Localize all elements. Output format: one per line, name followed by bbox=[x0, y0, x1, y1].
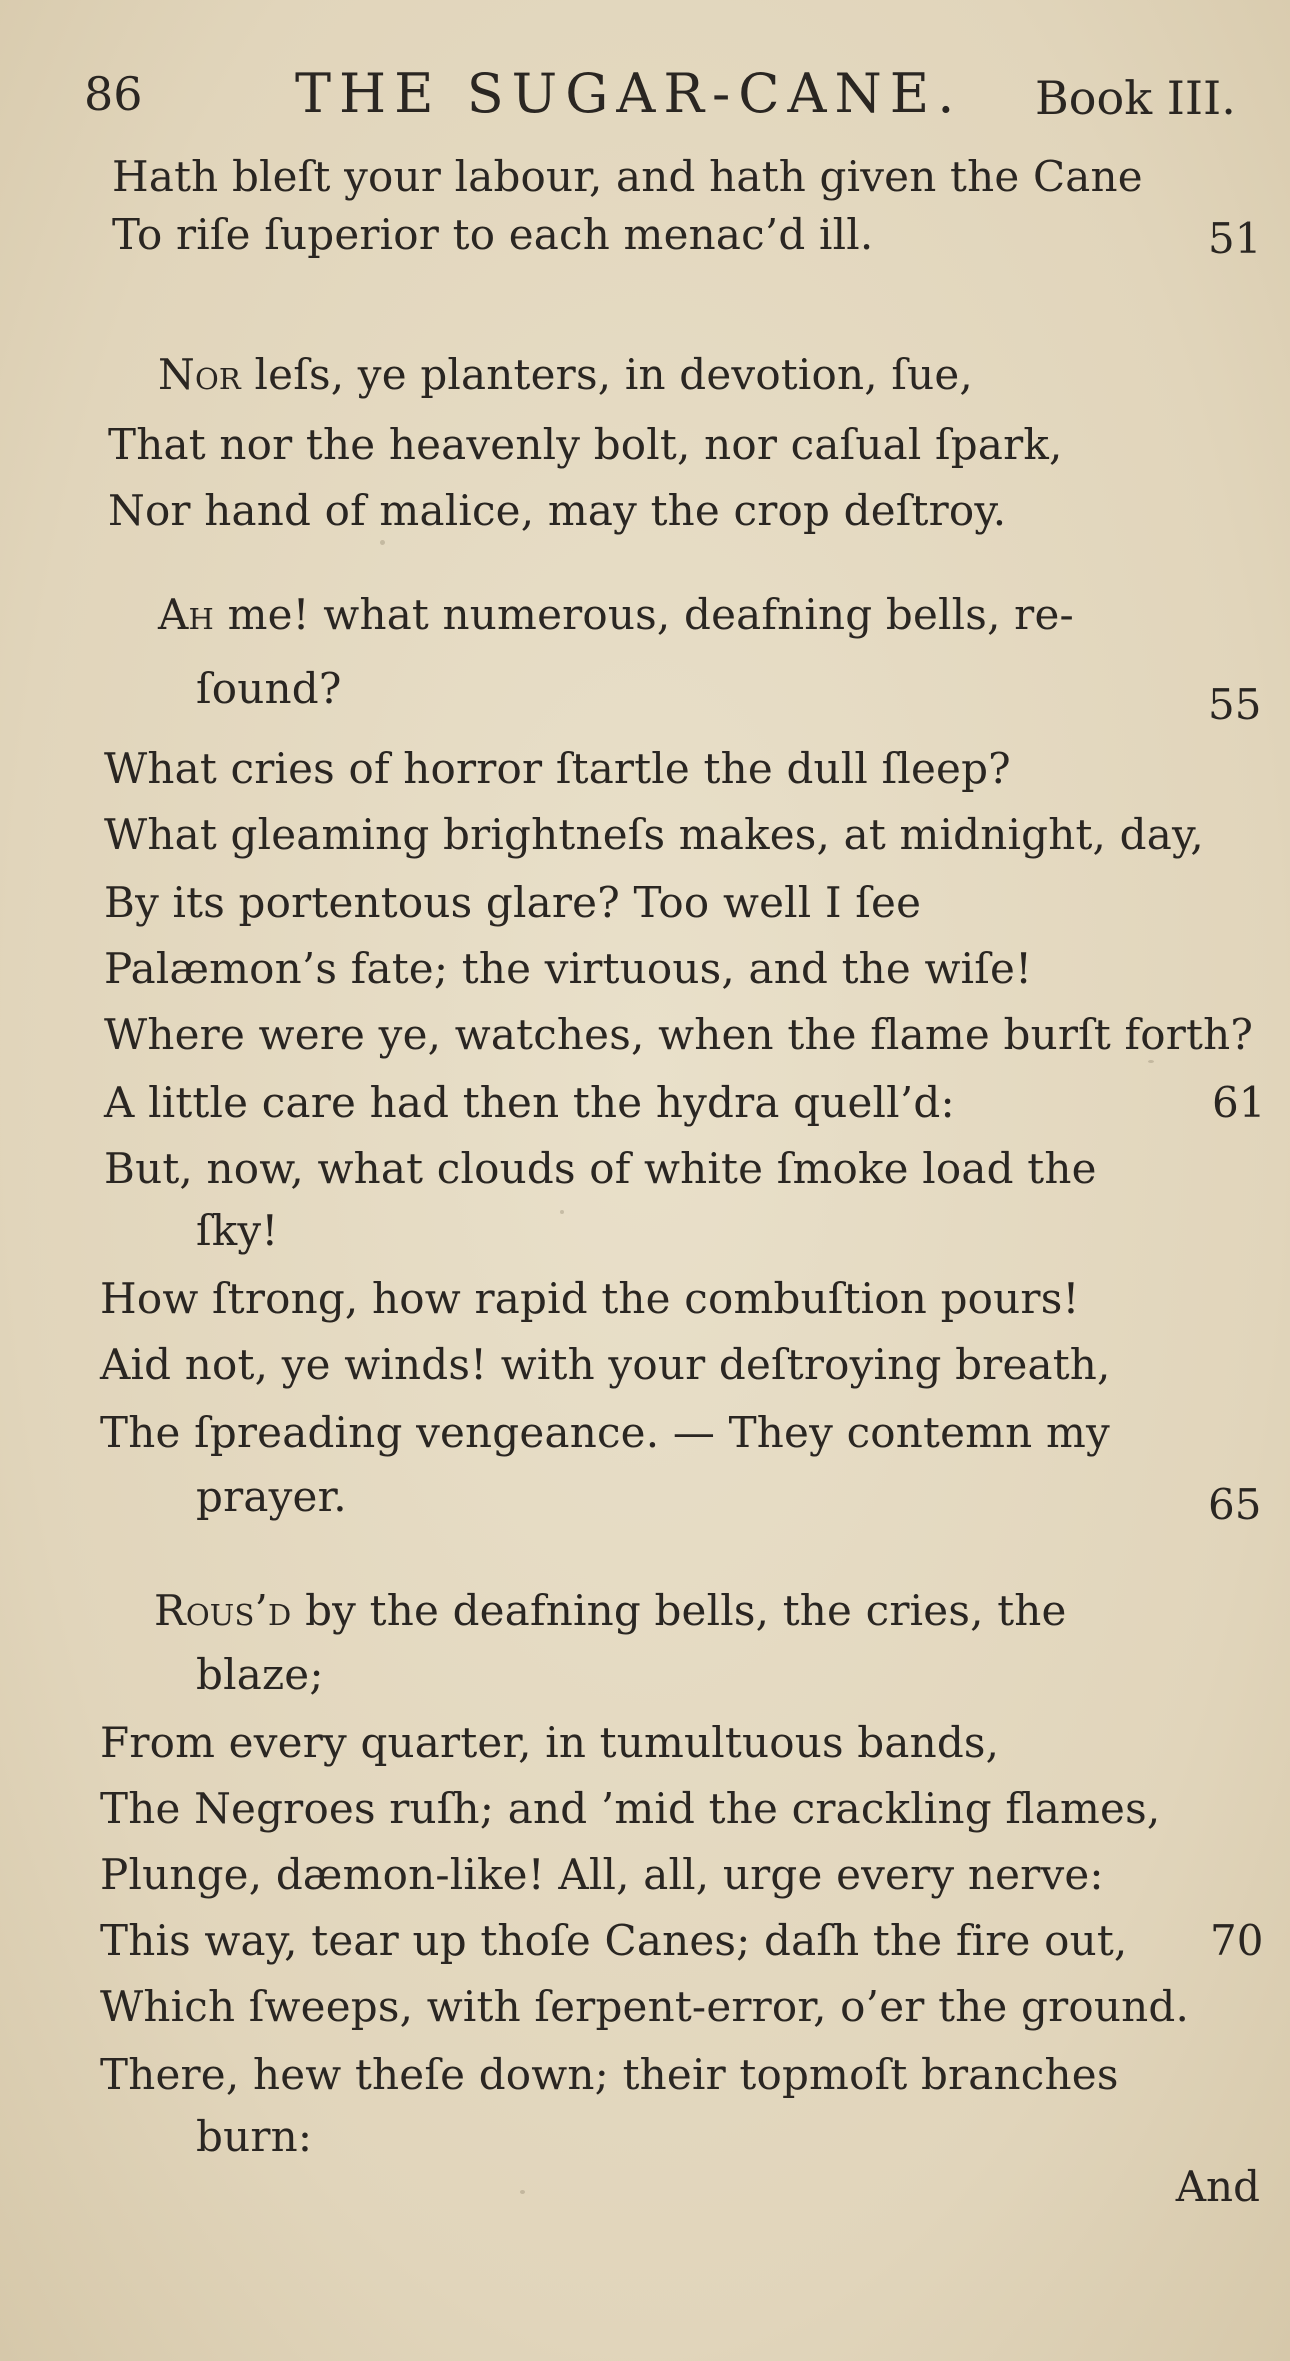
verse-text: leſs, ye planters, in devotion, ſue, bbox=[240, 350, 973, 399]
verse-line: A little care had then the hydra quell’d: bbox=[104, 1078, 955, 1127]
verse-text: by the deafning bells, the cries, the bbox=[291, 1586, 1067, 1635]
verse-line: By its portentous glare? Too well I ſee bbox=[104, 878, 922, 927]
line-number: 61 bbox=[1212, 1078, 1266, 1127]
verse-line: Aid not, ye winds! with your deſtroying breath, bbox=[100, 1340, 1111, 1389]
verse-line: The Negroes ruſh; and ’mid the crackling flames, bbox=[100, 1784, 1161, 1833]
paper-speck bbox=[380, 540, 385, 545]
verse-line: Which ſweeps, with ſerpent-error, o’er the ground. bbox=[100, 1982, 1190, 2031]
line-number: 65 bbox=[1208, 1480, 1262, 1529]
verse-line: This way, tear up thoſe Canes; daſh the fire out, bbox=[100, 1916, 1128, 1965]
verse-text: me! what numerous, deafning bells, re- bbox=[214, 590, 1074, 639]
verse-line: Hath bleſt your labour, and hath given the Cane bbox=[112, 152, 1143, 201]
verse-line: There, hew theſe down; their topmoſt branches bbox=[100, 2050, 1119, 2099]
paper-speck bbox=[1148, 1060, 1154, 1063]
verse-line: Palæmon’s fate; the virtuous, and the wiſe! bbox=[104, 944, 1033, 993]
verse-line bbox=[158, 350, 973, 400]
line-number: 70 bbox=[1210, 1916, 1264, 1965]
running-title: THE SUGAR-CANE. bbox=[295, 62, 963, 125]
verse-line: ſound? bbox=[196, 664, 342, 713]
verse-line bbox=[158, 590, 1074, 640]
stanza-lead-word: Rous’d bbox=[154, 1586, 292, 1635]
line-number: 51 bbox=[1208, 214, 1262, 263]
verse-line: Plunge, dæmon-like! All, all, urge every nerve: bbox=[100, 1850, 1104, 1899]
verse-line bbox=[154, 1586, 1067, 1636]
book-label: Book III. bbox=[1035, 71, 1236, 125]
verse-line: The ſpreading vengeance. — They contemn my bbox=[100, 1408, 1110, 1457]
page-number: 86 bbox=[84, 67, 143, 121]
verse-line: That nor the heavenly bolt, nor caſual ſpark, bbox=[108, 420, 1063, 469]
verse-line: To riſe ſuperior to each menac’d ill. bbox=[112, 210, 874, 259]
verse-line: Nor hand of malice, may the crop deſtroy. bbox=[108, 486, 1007, 535]
stanza-lead-word: Ah bbox=[158, 590, 215, 639]
paper-speck bbox=[520, 2190, 525, 2194]
verse-line: burn: bbox=[196, 2112, 313, 2161]
paper-speck bbox=[560, 1210, 564, 1214]
verse-line: blaze; bbox=[196, 1650, 324, 1699]
stanza-lead-word: Nor bbox=[158, 350, 241, 399]
verse-line: How ſtrong, how rapid the combuſtion pours! bbox=[100, 1274, 1080, 1323]
verse-line: But, now, what clouds of white ſmoke load the bbox=[104, 1144, 1097, 1193]
verse-line: prayer. bbox=[196, 1472, 347, 1521]
line-number: 55 bbox=[1208, 680, 1262, 729]
verse-line: What gleaming brightneſs makes, at midnight, day, bbox=[104, 810, 1204, 859]
verse-line: Where were ye, watches, when the flame burſt forth? bbox=[104, 1010, 1254, 1059]
catchword: And bbox=[1175, 2162, 1260, 2211]
verse-line: What cries of horror ſtartle the dull ſleep? bbox=[104, 744, 1011, 793]
verse-line: From every quarter, in tumultuous bands, bbox=[100, 1718, 1000, 1767]
verse-line: ſky! bbox=[196, 1206, 279, 1255]
